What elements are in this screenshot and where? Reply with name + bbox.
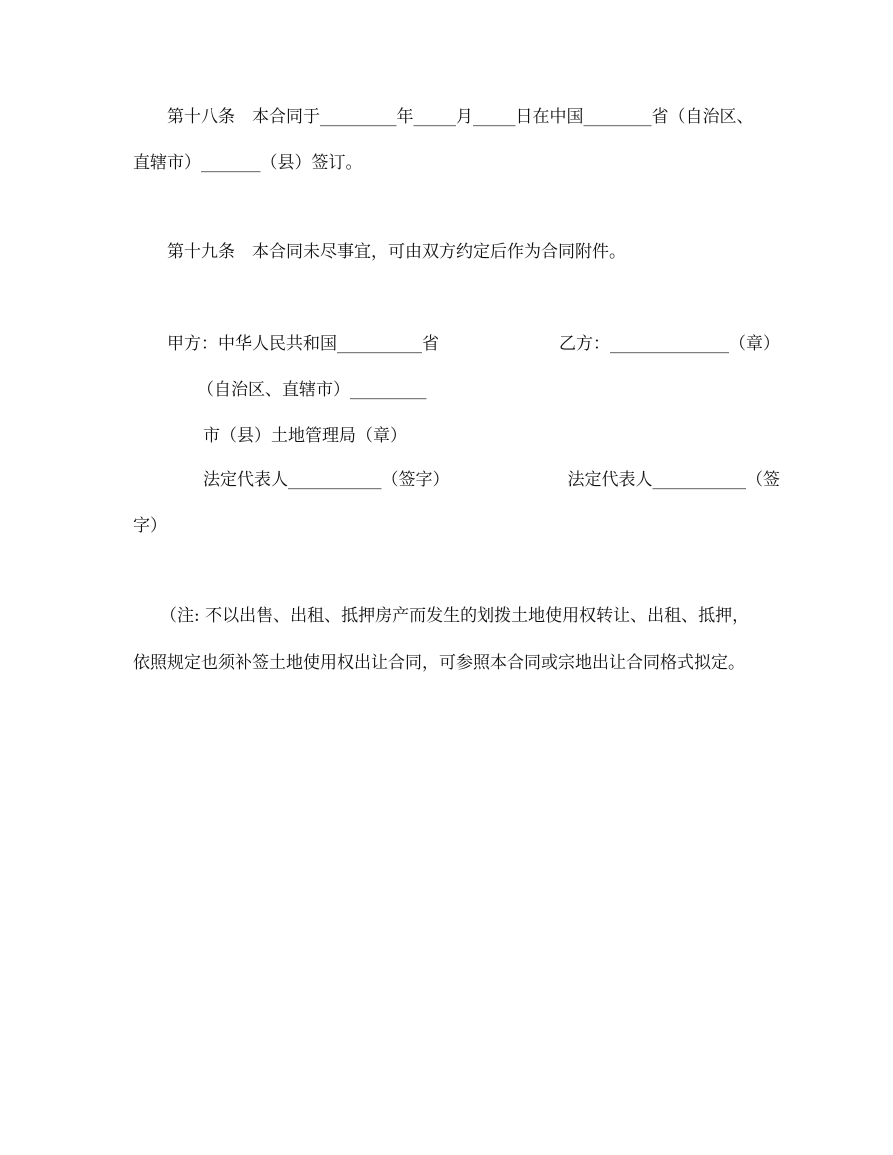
party-a-representative: 法定代表人___________（签字） [203, 470, 450, 490]
party-b-representative-wrap: 字） [133, 516, 167, 536]
party-b-representative: 法定代表人___________（签 [567, 470, 780, 490]
note-line-1: （注: 不以出售、出租、抵押房产而发生的划拨土地使用权转让、出租、抵押， [160, 606, 750, 626]
party-b-line-1: 乙方：______________（章） [559, 334, 780, 354]
party-a-line-1: 甲方：中华人民共和国__________省 [167, 334, 439, 354]
article-18-line-2: 直辖市）_______（县）签订。 [133, 153, 363, 173]
note-line-2: 依照规定也须补签土地使用权出让合同，可参照本合同或宗地出让合同格式拟定。 [133, 653, 745, 673]
article-18-line-1: 第十八条 本合同于_________年_____月_____日在中国________省（自治区、 [167, 107, 754, 127]
article-19-line-1: 第十九条 本合同未尽事宜，可由双方约定后作为合同附件。 [167, 242, 626, 262]
party-a-line-3: 市（县）土地管理局（章） [203, 426, 407, 446]
party-a-line-2: （自治区、直辖市）_________ [197, 380, 427, 400]
